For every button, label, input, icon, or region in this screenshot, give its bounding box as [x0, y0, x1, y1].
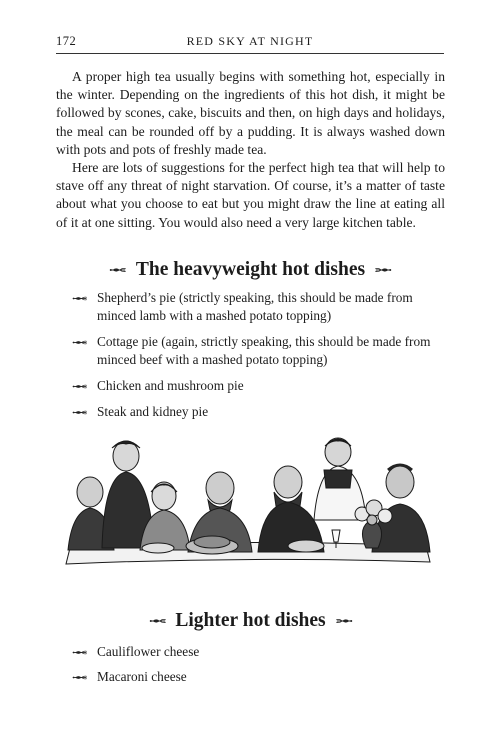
list-item: [72, 333, 432, 369]
section-heading-text: Lighter hot dishes: [175, 609, 326, 631]
list-item-text: Steak and kidney pie: [97, 404, 209, 419]
list-item-text: Cauliflower cheese: [97, 644, 200, 659]
list-item-text: Cottage pie (again, strictly speaking, this should be made from minced beef with a mashed potato topping): [97, 334, 431, 367]
list-item: [72, 643, 432, 661]
intro-paragraph: Here are lots of suggestions for the perfect high tea that will help to stave off any threat of night starvation. Of course, it’s a matter of taste about what you choose to eat but you might draw the line at eating all of it at one sitting. You would also need a very large kitchen table.: [56, 160, 445, 230]
header-rule: [56, 53, 444, 54]
lighter-dish-list: [72, 643, 432, 693]
list-item: [72, 403, 432, 421]
fleuron-ornament-icon: [149, 617, 167, 625]
intro-paragraph: A proper high tea usually begins with something hot, especially in the winter. Depending on the ingredients of this hot dish, it might be followed by scones, cake, biscuits and then, on high days and holidays, the meal can be rounded off by a pudding. It is always washed down with pots and pots of freshly made tea.: [56, 69, 445, 157]
fleuron-bullet-icon: [72, 383, 88, 390]
running-head: [56, 34, 444, 52]
list-item: [72, 668, 432, 686]
list-item-text: Shepherd’s pie (strictly speaking, this should be made from minced lamb with a mashed potato topping): [97, 290, 413, 323]
section-heading-heavyweight: [56, 258, 445, 281]
list-item-text: Chicken and mushroom pie: [97, 378, 244, 393]
fleuron-bullet-icon: [72, 339, 88, 346]
fleuron-ornament-icon: [335, 617, 353, 625]
list-item: [72, 377, 432, 395]
section-heading-lighter: [56, 609, 445, 632]
fleuron-bullet-icon: [72, 674, 88, 681]
diner-figure: [258, 466, 324, 552]
fleuron-bullet-icon: [72, 649, 88, 656]
dinner-party-illustration: [62, 430, 434, 588]
list-item: [72, 289, 432, 325]
heavyweight-dish-list: [72, 289, 432, 429]
fleuron-bullet-icon: [72, 409, 88, 416]
section-heading-text: The heavyweight hot dishes: [135, 258, 366, 280]
page-number: 172: [56, 34, 77, 48]
intro-text: [56, 68, 445, 232]
fleuron-ornament-icon: [374, 266, 392, 274]
fleuron-bullet-icon: [72, 295, 88, 302]
fleuron-ornament-icon: [109, 266, 127, 274]
list-item-text: Macaroni cheese: [97, 669, 187, 684]
running-title: RED SKY AT NIGHT: [186, 34, 314, 48]
